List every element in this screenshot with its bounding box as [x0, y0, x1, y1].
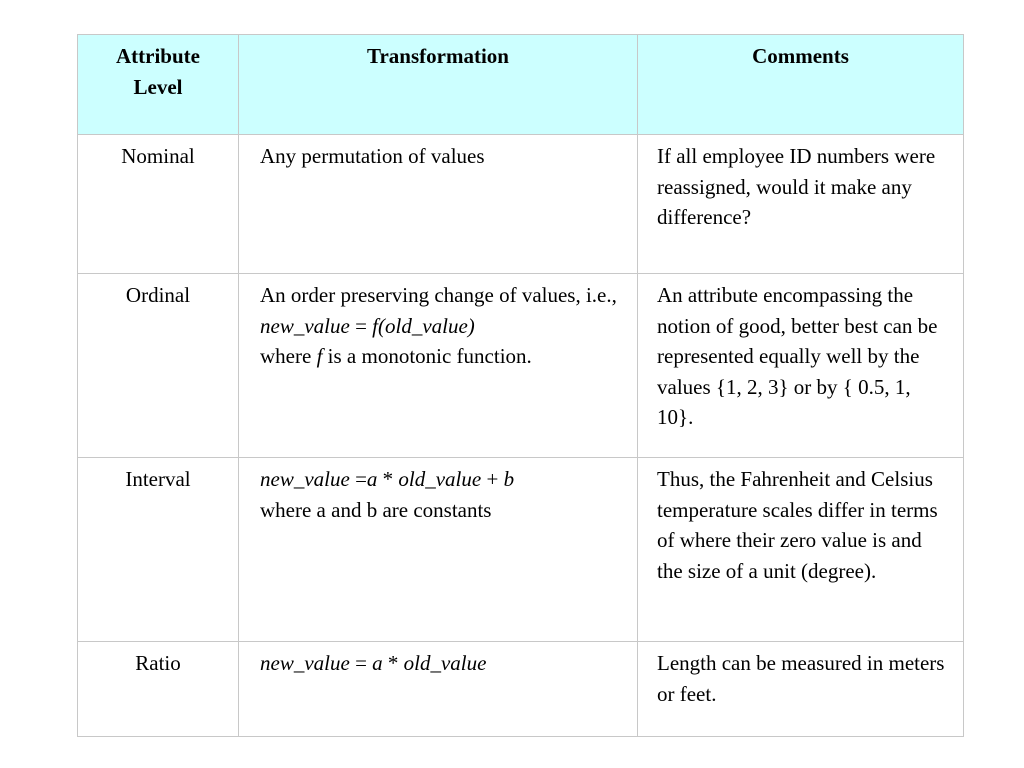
- table-row: [78, 642, 964, 737]
- level-interval: Interval: [125, 467, 191, 491]
- attribute-transformations-table: [77, 34, 964, 737]
- comment-cell: [638, 642, 964, 737]
- transformation-ratio: [239, 642, 637, 679]
- transformation-ordinal-where: [260, 341, 625, 372]
- formula-multiply: *: [382, 651, 404, 675]
- level-cell: [78, 642, 239, 737]
- table-row: [78, 458, 964, 642]
- formula-equals: =: [349, 651, 373, 675]
- formula-a: a: [372, 651, 383, 675]
- formula-old-value: old_value: [398, 467, 482, 491]
- comment-ordinal: An attribute encompassing the notion of good, better best can be represented equally well by the values {1, 2, 3} or by { 0.5, 1, 10}.: [657, 283, 938, 429]
- header-comments: [638, 35, 964, 135]
- comment-ratio: Length can be measured in meters or feet.: [657, 651, 945, 706]
- transformation-ratio-formula: [260, 648, 625, 679]
- formula-b: b: [503, 467, 515, 491]
- transformation-ordinal-formula: [260, 311, 625, 342]
- header-transformation-label: Transformation: [367, 44, 509, 68]
- comment-cell: [638, 274, 964, 458]
- comment-cell: [638, 458, 964, 642]
- formula-a: a: [366, 467, 378, 491]
- formula-function: f(old_value): [372, 313, 475, 338]
- transformation-interval-where: where a and b are constants: [260, 497, 492, 522]
- header-comments-label: Comments: [752, 44, 849, 68]
- formula-equals: =: [349, 467, 367, 491]
- monotonic-text: is a monotonic function.: [322, 344, 532, 368]
- formula-new-value: new_value: [260, 467, 350, 491]
- transformation-ordinal: [239, 274, 637, 372]
- level-ordinal: Ordinal: [125, 283, 191, 307]
- formula-new-value: new_value: [260, 651, 350, 675]
- level-cell: [78, 135, 239, 274]
- formula-new-value: new_value: [260, 313, 350, 338]
- table-row: [78, 274, 964, 458]
- formula-equals: =: [349, 313, 373, 338]
- level-cell: [78, 458, 239, 642]
- level-cell: [78, 274, 239, 458]
- comment-cell: [638, 135, 964, 274]
- transformation-interval: [239, 458, 637, 525]
- table-row: [78, 135, 964, 274]
- header-attribute-line2: Level: [133, 74, 183, 99]
- transformation-nominal: Any permutation of values: [260, 144, 485, 168]
- transformation-cell: [239, 135, 638, 274]
- level-nominal: Nominal: [121, 144, 195, 168]
- formula-old-value: old_value: [403, 651, 487, 675]
- level-ratio: Ratio: [135, 651, 181, 675]
- comment-nominal: If all employee ID numbers were reassigned, would it make any difference?: [657, 144, 936, 229]
- table-header-row: [78, 35, 964, 135]
- transformation-ordinal-text: An order preserving change of values, i.e.,: [260, 283, 617, 307]
- transformation-cell: [239, 458, 638, 642]
- function-symbol: f: [316, 344, 323, 368]
- header-attribute-level: [78, 35, 239, 135]
- header-attribute-line1: Attribute: [116, 44, 200, 68]
- transformation-interval-formula: [260, 464, 625, 495]
- transformation-cell: [239, 642, 638, 737]
- header-transformation: [239, 35, 638, 135]
- transformation-cell: [239, 274, 638, 458]
- comment-interval: Thus, the Fahrenheit and Celsius temperature scales differ in terms of where their zero value is and the size of a unit (degree).: [657, 467, 938, 583]
- formula-multiply: *: [377, 467, 399, 491]
- where-text: where: [260, 344, 317, 368]
- formula-plus: +: [481, 467, 504, 491]
